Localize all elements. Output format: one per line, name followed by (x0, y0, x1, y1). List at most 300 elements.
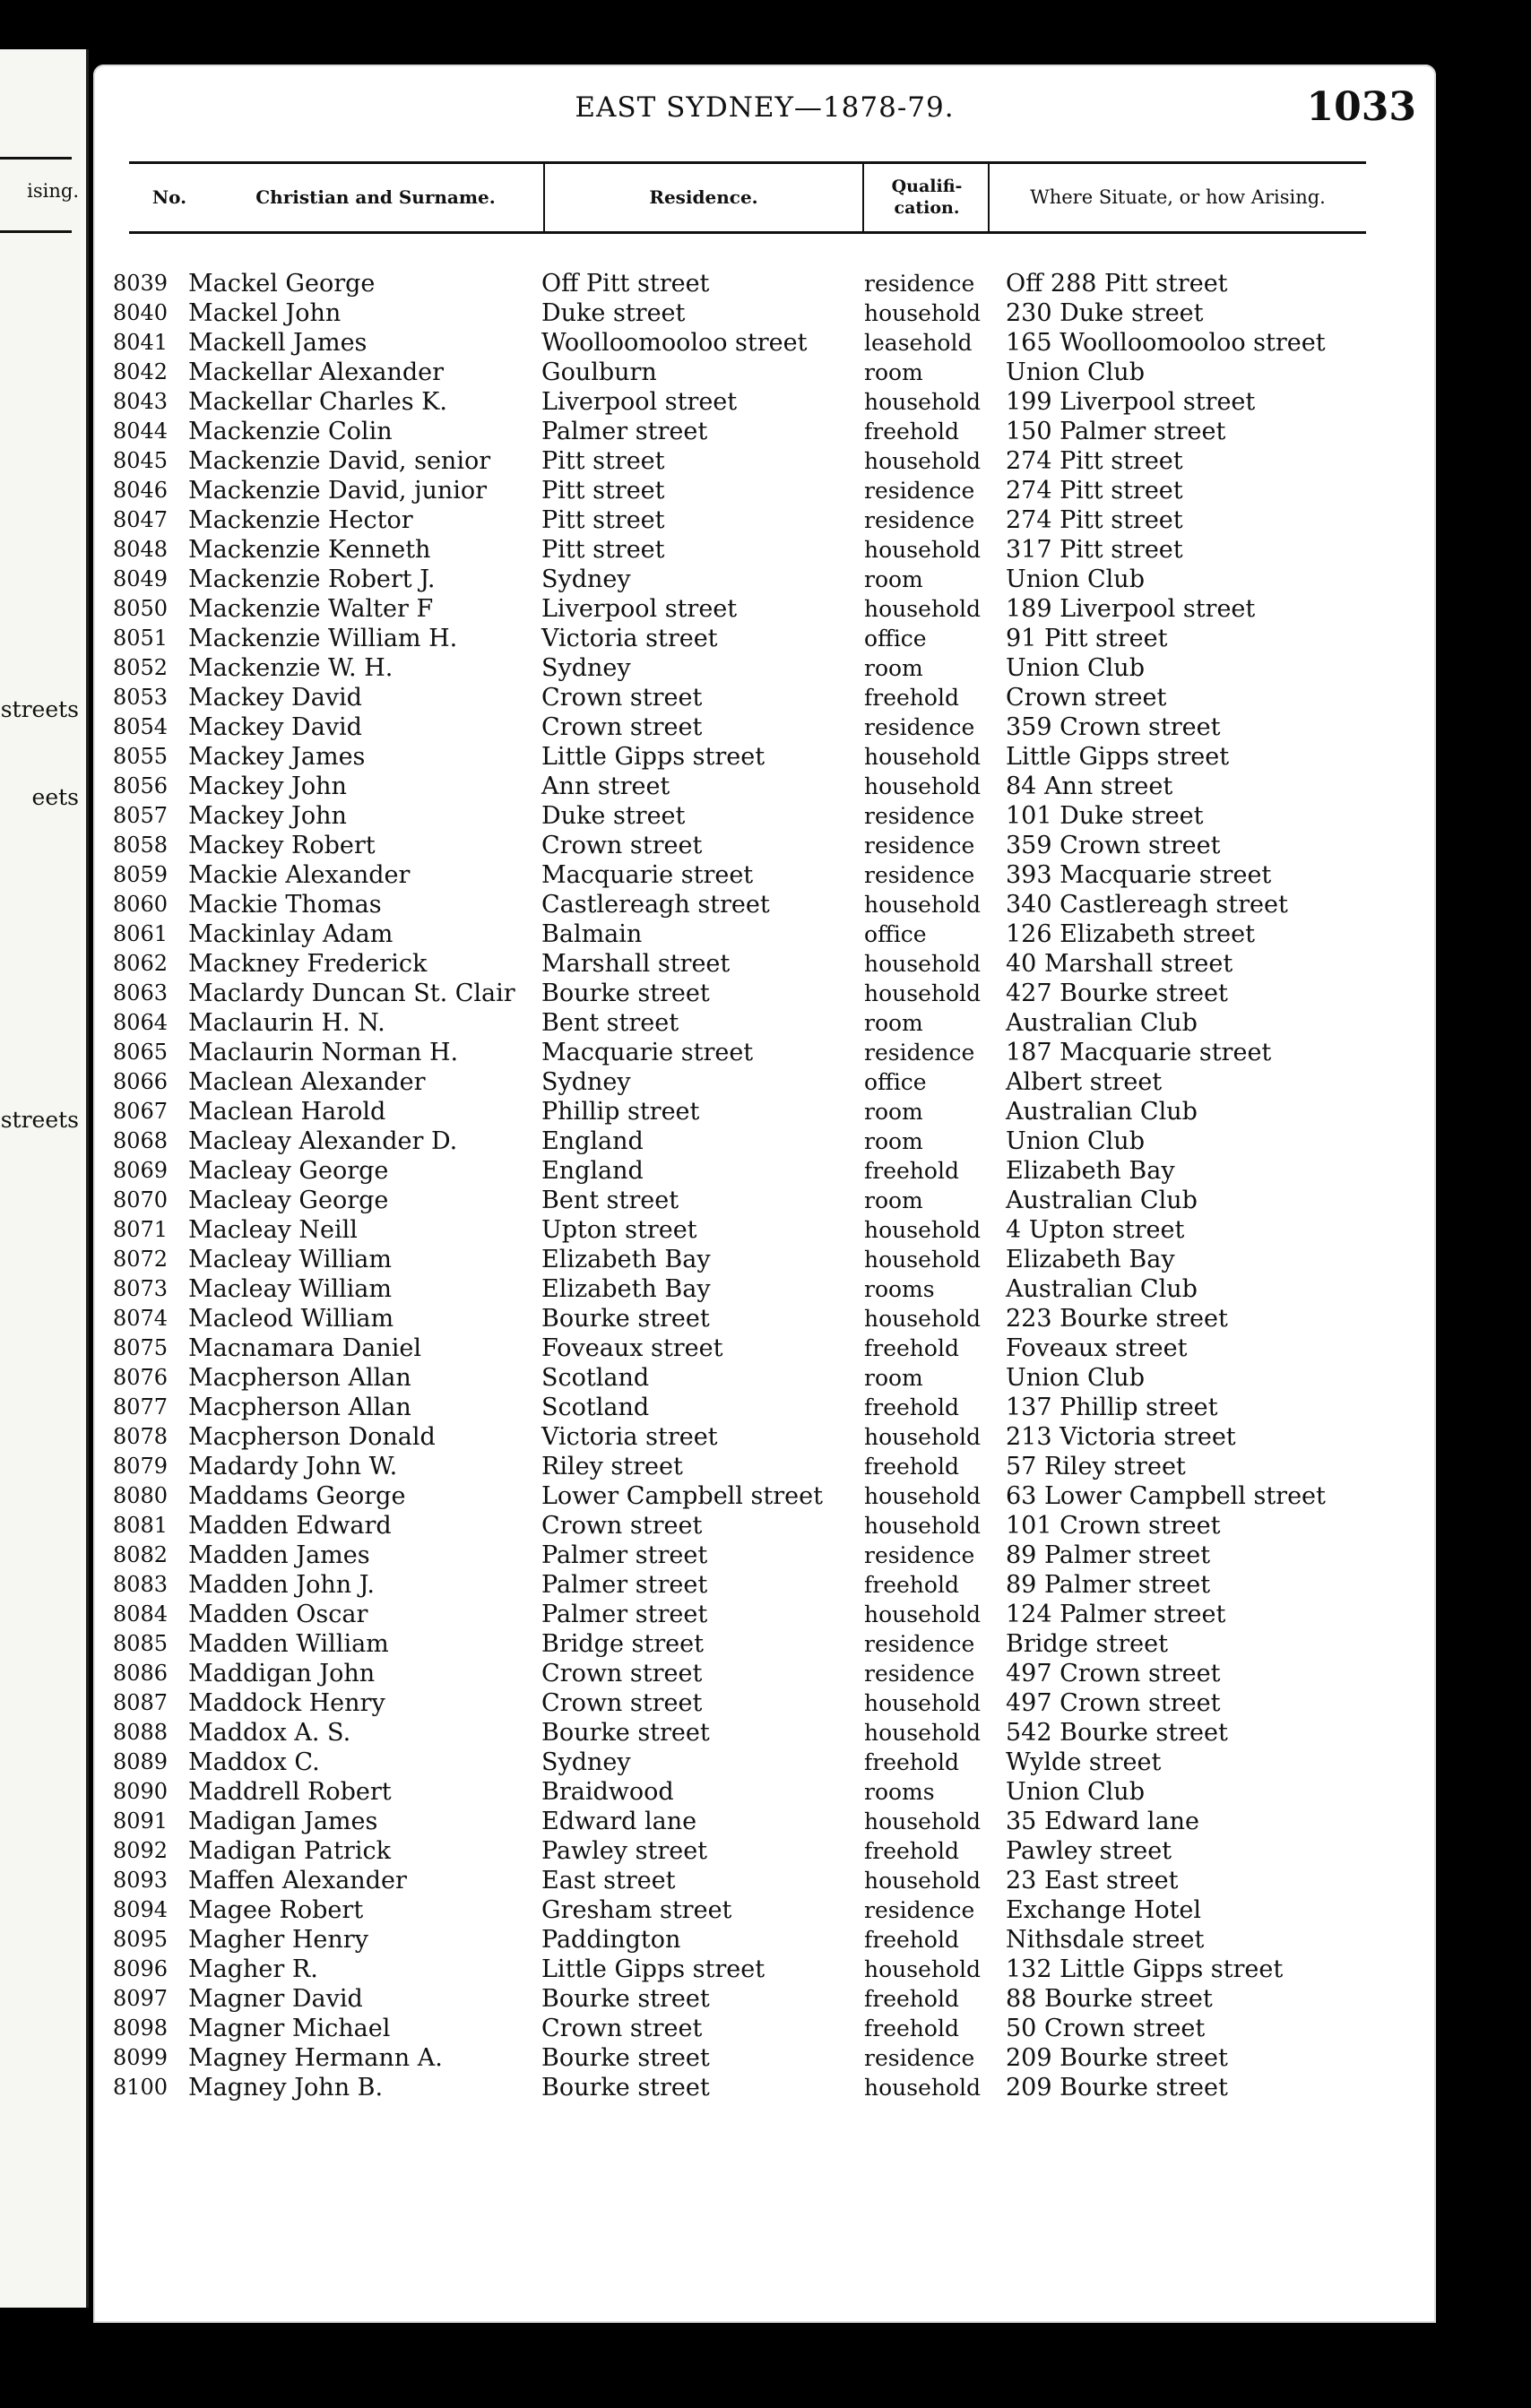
entry-name: Mackey James (188, 743, 366, 771)
entry-where-situate: Union Club (1006, 565, 1145, 593)
entry-number: 8064 (113, 1010, 169, 1035)
entry-number: 8071 (113, 1217, 169, 1242)
entry-residence: Elizabeth Bay (541, 1246, 711, 1273)
entry-qualification: freehold (864, 685, 959, 711)
entry-residence: Riley street (541, 1453, 683, 1480)
entry-where-situate: 101 Crown street (1006, 1512, 1221, 1540)
entry-qualification: residence (864, 1040, 975, 1066)
table-row (93, 269, 1436, 298)
entry-qualification: room (864, 359, 923, 385)
table-row (93, 624, 1436, 653)
entry-name: Magee Robert (188, 1896, 364, 1924)
entry-name: Mackenzie Kenneth (188, 536, 431, 564)
entry-qualification: residence (864, 714, 975, 740)
entry-number: 8094 (113, 1897, 169, 1922)
entry-number: 8096 (113, 1956, 169, 1981)
entry-qualification: household (864, 980, 982, 1006)
entry-name: Maclardy Duncan St. Clair (188, 980, 515, 1007)
entry-name: Maclaurin H. N. (188, 1009, 385, 1037)
entry-number: 8040 (113, 300, 169, 325)
entry-where-situate: 137 Phillip street (1006, 1394, 1218, 1421)
entry-number: 8090 (113, 1779, 169, 1804)
entry-where-situate: Union Club (1006, 1778, 1145, 1806)
entry-number: 8043 (113, 389, 169, 414)
entry-qualification: freehold (864, 1986, 959, 2012)
table-row (93, 298, 1436, 328)
entry-qualification: residence (864, 478, 975, 504)
entry-name: Mackenzie William H. (188, 625, 458, 652)
entry-qualification: household (864, 1720, 982, 1746)
entry-where-situate: 126 Elizabeth street (1006, 920, 1255, 948)
entry-residence: Duke street (541, 299, 686, 327)
entry-residence: Sydney (541, 654, 631, 682)
entry-where-situate: 427 Bourke street (1006, 980, 1228, 1007)
entry-number: 8066 (113, 1069, 169, 1094)
entry-name: Macleay Alexander D. (188, 1127, 458, 1155)
entry-qualification: freehold (864, 1749, 959, 1775)
entry-residence: Scotland (541, 1364, 650, 1392)
entry-residence: East street (541, 1867, 676, 1894)
entry-qualification: rooms (864, 1779, 935, 1805)
table-row (93, 860, 1436, 890)
entry-name: Mackey Robert (188, 832, 376, 859)
entry-name: Mackinlay Adam (188, 920, 394, 948)
entry-where-situate: 23 East street (1006, 1867, 1179, 1894)
register-rows (93, 269, 1436, 2102)
table-row (93, 1688, 1436, 1718)
entry-qualification: freehold (864, 1927, 959, 1953)
entry-qualification: residence (864, 1542, 975, 1568)
entry-residence: Bourke street (541, 980, 710, 1007)
table-row (93, 1629, 1436, 1659)
table-row (93, 446, 1436, 476)
table-row (93, 1067, 1436, 1097)
table-row (93, 1097, 1436, 1126)
table-row (93, 919, 1436, 949)
entry-name: Madigan Patrick (188, 1837, 391, 1865)
entry-residence: Pawley street (541, 1837, 708, 1865)
entry-qualification: household (864, 744, 982, 770)
entry-number: 8082 (113, 1542, 169, 1567)
entry-where-situate: Crown street (1006, 684, 1167, 712)
entry-name: Mackey David (188, 684, 362, 712)
entry-where-situate: Union Club (1006, 1127, 1145, 1155)
table-row (93, 1600, 1436, 1629)
entry-number: 8097 (113, 1986, 169, 2011)
entry-name: Maddock Henry (188, 1689, 385, 1717)
entry-where-situate: 89 Palmer street (1006, 1541, 1211, 1569)
entry-number: 8099 (113, 2045, 169, 2070)
table-row (93, 2043, 1436, 2073)
entry-number: 8084 (113, 1601, 169, 1627)
entry-residence: Crown street (541, 1660, 703, 1687)
entry-number: 8052 (113, 655, 169, 680)
table-row (93, 1866, 1436, 1895)
entry-residence: Pitt street (541, 536, 665, 564)
entry-number: 8061 (113, 921, 169, 946)
entry-number: 8068 (113, 1128, 169, 1153)
entry-name: Macnamara Daniel (188, 1334, 422, 1362)
page-number: 1033 (1306, 84, 1416, 130)
entry-where-situate: 223 Bourke street (1006, 1305, 1228, 1333)
entry-name: Mackellar Alexander (188, 358, 445, 386)
table-row (93, 831, 1436, 860)
table-row (93, 417, 1436, 446)
entry-name: Maclaurin Norman H. (188, 1039, 459, 1066)
entry-number: 8058 (113, 833, 169, 858)
table-row (93, 535, 1436, 565)
table-row (93, 1156, 1436, 1186)
table-row (93, 1659, 1436, 1688)
entry-residence: Duke street (541, 802, 686, 830)
entry-residence: Ann street (541, 772, 670, 800)
entry-number: 8060 (113, 892, 169, 917)
entry-number: 8072 (113, 1247, 169, 1272)
entry-residence: Phillip street (541, 1098, 700, 1126)
table-row (93, 801, 1436, 831)
entry-residence: Woolloomooloo street (541, 329, 808, 357)
entry-residence: Edward lane (541, 1808, 697, 1835)
entry-name: Maddams George (188, 1482, 406, 1510)
entry-qualification: freehold (864, 1838, 959, 1864)
table-row (93, 1333, 1436, 1363)
entry-name: Maddox A. S. (188, 1719, 351, 1747)
table-row (93, 505, 1436, 535)
table-row (93, 1481, 1436, 1511)
entry-residence: Bent street (541, 1187, 679, 1214)
entry-number: 8069 (113, 1158, 169, 1183)
table-row (93, 772, 1436, 801)
entry-name: Mackenzie W. H. (188, 654, 394, 682)
table-row (93, 1541, 1436, 1570)
entry-where-situate: 359 Crown street (1006, 713, 1221, 741)
entry-qualification: household (864, 1306, 982, 1332)
entry-qualification: household (864, 300, 982, 326)
entry-qualification: office (864, 921, 927, 947)
table-row (93, 1452, 1436, 1481)
entry-name: Madden John J. (188, 1571, 376, 1599)
entry-where-situate: Union Club (1006, 1364, 1145, 1392)
entry-name: Maclean Alexander (188, 1068, 426, 1096)
entry-qualification: room (864, 1365, 923, 1391)
left-fragment: eets (31, 784, 79, 810)
table-row (93, 742, 1436, 772)
table-row (93, 1748, 1436, 1777)
entry-number: 8087 (113, 1690, 169, 1715)
entry-qualification: household (864, 596, 982, 622)
entry-where-situate: 274 Pitt street (1006, 477, 1183, 505)
entry-where-situate: 187 Macquarie street (1006, 1039, 1272, 1066)
entry-name: Madardy John W. (188, 1453, 398, 1480)
entry-name: Macpherson Allan (188, 1364, 411, 1392)
entry-qualification: freehold (864, 1394, 959, 1420)
entry-number: 8089 (113, 1749, 169, 1774)
entry-qualification: household (864, 951, 982, 977)
entry-residence: England (541, 1127, 644, 1155)
entry-where-situate: Albert street (1006, 1068, 1163, 1096)
entry-residence: Pitt street (541, 477, 665, 505)
table-row (93, 1245, 1436, 1274)
entry-number: 8075 (113, 1335, 169, 1360)
entry-number: 8049 (113, 566, 169, 591)
entry-name: Mackey John (188, 772, 347, 800)
entry-qualification: freehold (864, 419, 959, 444)
entry-name: Maffen Alexander (188, 1867, 407, 1894)
entry-qualification: household (864, 1601, 982, 1627)
entry-qualification: household (864, 1868, 982, 1894)
entry-qualification: household (864, 1513, 982, 1539)
entry-qualification: household (864, 1483, 982, 1509)
column-header-residence: Residence. (649, 186, 758, 208)
table-row (93, 358, 1436, 387)
entry-number: 8056 (113, 773, 169, 798)
entry-name: Magher Henry (188, 1926, 368, 1954)
entry-where-situate: 63 Lower Campbell street (1006, 1482, 1326, 1510)
entry-residence: Macquarie street (541, 1039, 754, 1066)
entry-residence: Lower Campbell street (541, 1482, 823, 1510)
entry-number: 8046 (113, 478, 169, 503)
table-row (93, 1925, 1436, 1955)
entry-name: Mackellar Charles K. (188, 388, 447, 416)
table-row (93, 949, 1436, 979)
entry-qualification: residence (864, 271, 975, 297)
column-divider (862, 163, 864, 231)
entry-where-situate: 150 Palmer street (1006, 418, 1226, 445)
column-header-where: Where Situate, or how Arising. (1030, 186, 1326, 208)
entry-name: Mackenzie Colin (188, 418, 393, 445)
entry-name: Maclean Harold (188, 1098, 386, 1126)
table-row (93, 1274, 1436, 1304)
entry-number: 8092 (113, 1838, 169, 1863)
entry-name: Magner Michael (188, 2015, 391, 2042)
table-row (93, 890, 1436, 919)
entry-where-situate: 84 Ann street (1006, 772, 1173, 800)
table-row (93, 1008, 1436, 1038)
entry-name: Madden Oscar (188, 1601, 368, 1628)
entry-where-situate: Wylde street (1006, 1748, 1162, 1776)
table-row (93, 712, 1436, 742)
entry-number: 8057 (113, 803, 169, 828)
entry-where-situate: 542 Bourke street (1006, 1719, 1228, 1747)
entry-where-situate: 393 Macquarie street (1006, 861, 1272, 889)
entry-number: 8081 (113, 1513, 169, 1538)
entry-name: Madden James (188, 1541, 370, 1569)
table-row (93, 979, 1436, 1008)
entry-qualification: household (864, 1956, 982, 1982)
entry-number: 8086 (113, 1661, 169, 1686)
entry-residence: Goulburn (541, 358, 657, 386)
entry-number: 8053 (113, 685, 169, 710)
entry-number: 8080 (113, 1483, 169, 1508)
entry-where-situate: 497 Crown street (1006, 1660, 1221, 1687)
entry-residence: Off Pitt street (541, 270, 710, 298)
entry-where-situate: 101 Duke street (1006, 802, 1204, 830)
entry-number: 8078 (113, 1424, 169, 1449)
entry-number: 8095 (113, 1927, 169, 1952)
entry-residence: Crown street (541, 1512, 703, 1540)
entry-name: Macleay William (188, 1275, 392, 1303)
left-fragment: streets (0, 1107, 79, 1133)
table-row (93, 1215, 1436, 1245)
table-row (93, 1718, 1436, 1748)
entry-qualification: residence (864, 1661, 975, 1687)
entry-where-situate: 359 Crown street (1006, 832, 1221, 859)
table-row (93, 1126, 1436, 1156)
entry-qualification: room (864, 1128, 923, 1154)
entry-where-situate: 50 Crown street (1006, 2015, 1206, 2042)
entry-where-situate: Elizabeth Bay (1006, 1246, 1175, 1273)
table-row (93, 565, 1436, 594)
entry-number: 8063 (113, 980, 169, 1005)
entry-residence: Pitt street (541, 447, 665, 475)
header-rule-bottom (129, 231, 1366, 234)
entry-residence: Balmain (541, 920, 643, 948)
entry-number: 8059 (113, 862, 169, 887)
entry-residence: Sydney (541, 565, 631, 593)
entry-name: Mackey David (188, 713, 362, 741)
entry-qualification: freehold (864, 1454, 959, 1480)
entry-where-situate: 88 Bourke street (1006, 1985, 1213, 2013)
entry-qualification: rooms (864, 1276, 935, 1302)
entry-number: 8039 (113, 271, 169, 296)
table-row (93, 1570, 1436, 1600)
entry-where-situate: Little Gipps street (1006, 743, 1230, 771)
entry-name: Macleay William (188, 1246, 392, 1273)
entry-residence: Bourke street (541, 2044, 710, 2072)
table-row (93, 1186, 1436, 1215)
entry-name: Mackenzie Walter F (188, 595, 434, 623)
column-header-name: Christian and Surname. (255, 186, 496, 208)
entry-number: 8074 (113, 1306, 169, 1331)
entry-residence: Sydney (541, 1068, 631, 1096)
entry-residence: Sydney (541, 1748, 631, 1776)
entry-where-situate: 199 Liverpool street (1006, 388, 1256, 416)
entry-name: Macleay George (188, 1187, 389, 1214)
entry-qualification: household (864, 537, 982, 563)
entry-number: 8048 (113, 537, 169, 562)
entry-residence: Crown street (541, 832, 703, 859)
entry-residence: Bourke street (541, 1985, 710, 2013)
entry-number: 8062 (113, 951, 169, 976)
entry-qualification: household (864, 1808, 982, 1834)
entry-name: Mackell James (188, 329, 368, 357)
entry-residence: Marshall street (541, 950, 731, 978)
entry-name: Madden William (188, 1630, 389, 1658)
table-row (93, 328, 1436, 358)
entry-residence: Palmer street (541, 1601, 708, 1628)
entry-where-situate: Union Club (1006, 358, 1145, 386)
entry-where-situate: 497 Crown street (1006, 1689, 1221, 1717)
table-row (93, 1038, 1436, 1067)
entry-number: 8076 (113, 1365, 169, 1390)
table-row (93, 1777, 1436, 1807)
entry-number: 8083 (113, 1572, 169, 1597)
entry-where-situate: 89 Palmer street (1006, 1571, 1211, 1599)
entry-qualification: residence (864, 803, 975, 829)
entry-name: Mackenzie David, senior (188, 447, 491, 475)
entry-qualification: freehold (864, 1335, 959, 1361)
entry-where-situate: 274 Pitt street (1006, 447, 1183, 475)
entry-where-situate: 4 Upton street (1006, 1216, 1185, 1244)
entry-residence: Bridge street (541, 1630, 704, 1658)
table-row (93, 387, 1436, 417)
entry-name: Macleay George (188, 1157, 389, 1185)
entry-residence: Paddington (541, 1926, 681, 1954)
entry-where-situate: 209 Bourke street (1006, 2044, 1228, 2072)
entry-qualification: household (864, 389, 982, 415)
table-row (93, 1304, 1436, 1333)
table-row (93, 683, 1436, 712)
table-row (93, 1955, 1436, 1984)
entry-name: Mackenzie David, junior (188, 477, 488, 505)
entry-residence: Liverpool street (541, 388, 738, 416)
entry-name: Macleay Neill (188, 1216, 358, 1244)
entry-qualification: office (864, 626, 927, 652)
entry-name: Magney Hermann A. (188, 2044, 443, 2072)
entry-residence: Crown street (541, 713, 703, 741)
entry-qualification: room (864, 566, 923, 592)
entry-where-situate: 274 Pitt street (1006, 506, 1183, 534)
entry-name: Mackenzie Robert J. (188, 565, 436, 593)
entry-name: Mackie Thomas (188, 891, 382, 919)
entry-where-situate: Australian Club (1006, 1275, 1198, 1303)
table-row (93, 1511, 1436, 1541)
entry-residence: Palmer street (541, 1541, 708, 1569)
entry-number: 8047 (113, 507, 169, 532)
entry-number: 8055 (113, 744, 169, 769)
entry-number: 8067 (113, 1099, 169, 1124)
entry-residence: Bourke street (541, 2074, 710, 2102)
table-row (93, 1393, 1436, 1422)
entry-number: 8051 (113, 626, 169, 651)
entry-name: Madden Edward (188, 1512, 392, 1540)
table-row (93, 653, 1436, 683)
entry-where-situate: Bridge street (1006, 1630, 1168, 1658)
entry-number: 8044 (113, 419, 169, 444)
previous-page-edge (0, 49, 89, 2308)
entry-number: 8054 (113, 714, 169, 739)
table-row (93, 1984, 1436, 2014)
entry-where-situate: 124 Palmer street (1006, 1601, 1226, 1628)
entry-residence: England (541, 1157, 644, 1185)
entry-residence: Palmer street (541, 418, 708, 445)
entry-where-situate: Off 288 Pitt street (1006, 270, 1228, 298)
entry-residence: Pitt street (541, 506, 665, 534)
entry-qualification: household (864, 1690, 982, 1716)
entry-name: Maddrell Robert (188, 1778, 392, 1806)
table-row (93, 1836, 1436, 1866)
entry-residence: Upton street (541, 1216, 697, 1244)
entry-residence: Little Gipps street (541, 743, 766, 771)
entry-qualification: residence (864, 1897, 975, 1923)
entry-name: Magney John B. (188, 2074, 384, 2102)
entry-where-situate: 165 Woolloomooloo street (1006, 329, 1326, 357)
table-row (93, 594, 1436, 624)
entry-number: 8100 (113, 2075, 169, 2100)
entry-residence: Crown street (541, 1689, 703, 1717)
entry-residence: Foveaux street (541, 1334, 723, 1362)
entry-residence: Castlereagh street (541, 891, 770, 919)
entry-qualification: household (864, 1424, 982, 1450)
entry-qualification: household (864, 1217, 982, 1243)
entry-qualification: residence (864, 2045, 975, 2071)
entry-where-situate: Pawley street (1006, 1837, 1172, 1865)
entry-name: Macleod William (188, 1305, 394, 1333)
entry-where-situate: Australian Club (1006, 1098, 1198, 1126)
table-row (93, 476, 1436, 505)
entry-qualification: residence (864, 833, 975, 859)
entry-qualification: room (864, 655, 923, 681)
